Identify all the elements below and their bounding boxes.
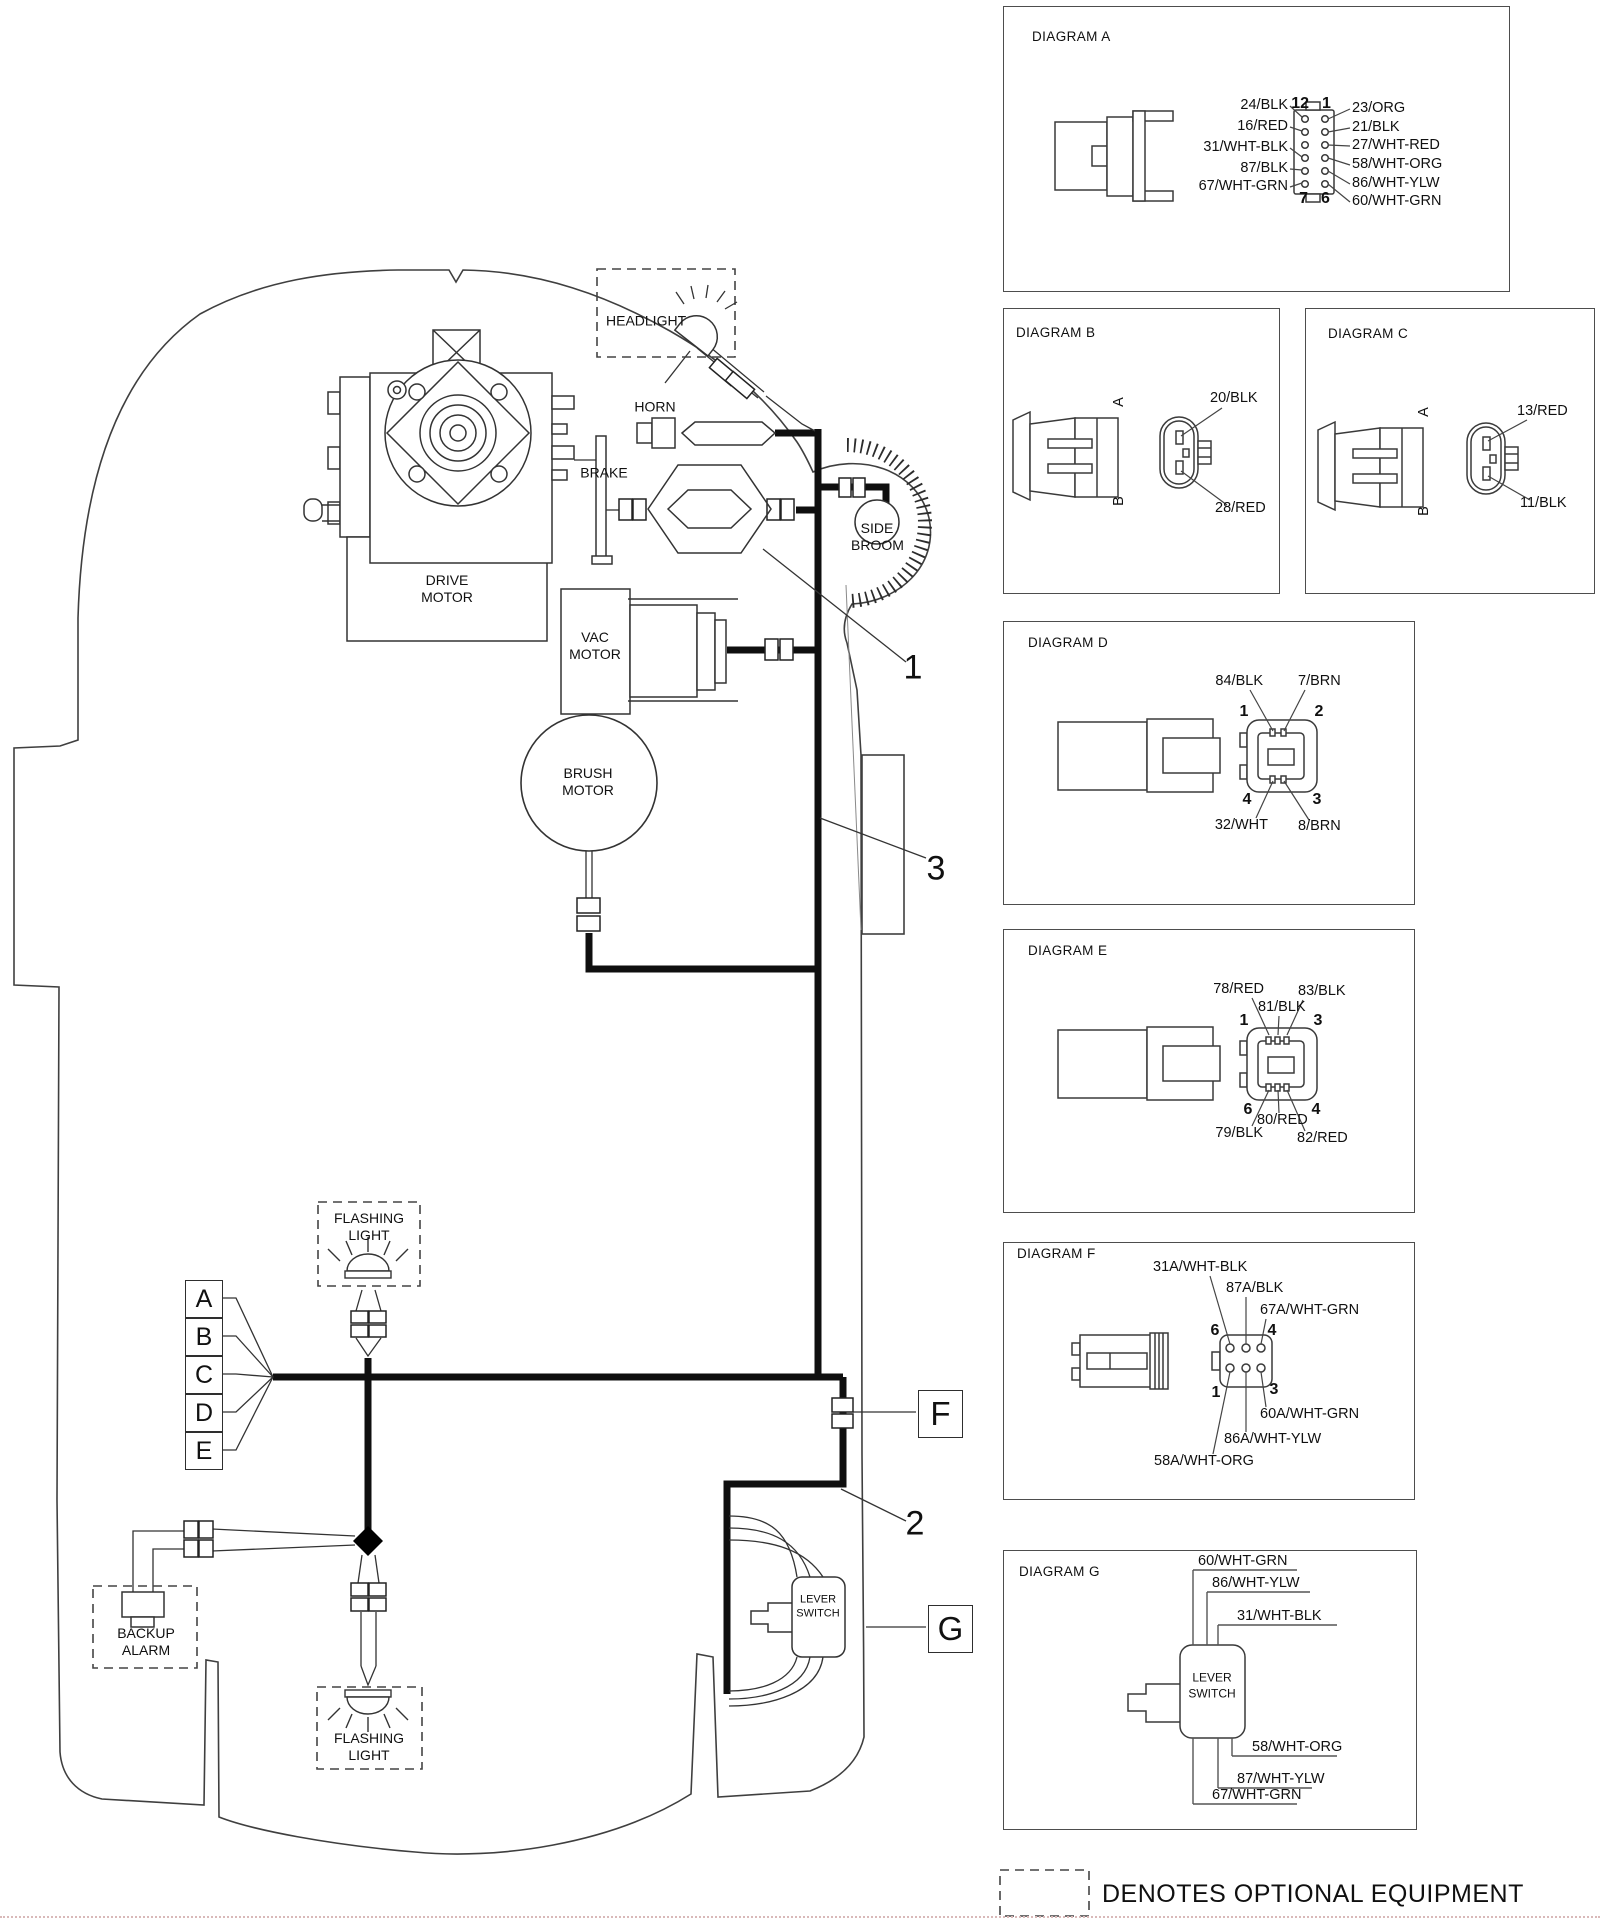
- diagram-a-pin-7: 7: [1299, 190, 1308, 208]
- diagram-g-lever-switch-label: LEVER SWITCH: [1188, 1670, 1236, 1700]
- wire-label-31-wht-blk: 31/WHT-BLK: [1237, 1608, 1322, 1625]
- pin-label-67a-wht-grn: 67A/WHT-GRN: [1260, 1302, 1360, 1319]
- diagram-a-pin-12: 12: [1291, 95, 1309, 113]
- flashing-light-bottom-label: FLASHING LIGHT: [333, 1729, 404, 1763]
- diagram-e-title: DIAGRAM E: [1028, 942, 1108, 958]
- callout-letter-f: F: [930, 1395, 951, 1432]
- callout-letter-d: D: [194, 1398, 214, 1427]
- pin-label-8-brn: 8/BRN: [1298, 818, 1341, 835]
- lever-switch-label: LEVER SWITCH: [796, 1593, 840, 1619]
- diagram-f-pin-1: 1: [1211, 1384, 1221, 1402]
- diagram-e-pin-6: 6: [1243, 1101, 1253, 1119]
- pin-label-23-org: 23/ORG: [1352, 100, 1406, 117]
- callout-box-b: [185, 1318, 223, 1356]
- pin-label-11-blk: 11/BLK: [1520, 495, 1567, 512]
- pin-label-32-wht: 32/WHT: [1214, 817, 1268, 834]
- flashing-light-top-label: FLASHING LIGHT: [333, 1209, 404, 1243]
- pin-label-79-blk: 79/BLK: [1215, 1125, 1263, 1142]
- pin-label-81-blk: 81/BLK: [1258, 999, 1306, 1016]
- diagram-b-pin-b: B: [1111, 496, 1128, 506]
- headlight-label: HEADLIGHT: [606, 312, 687, 329]
- horn-icon: [637, 418, 775, 448]
- diagram-e-panel: [1003, 929, 1415, 1213]
- brake-label: BRAKE: [580, 464, 628, 481]
- flashing-light-bottom-icon: [328, 1690, 408, 1732]
- backup-alarm-label: BACKUP ALARM: [117, 1624, 175, 1658]
- wire-label-60-wht-grn: 60/WHT-GRN: [1198, 1553, 1288, 1570]
- callout-box-g: [928, 1605, 973, 1653]
- diagram-d-title: DIAGRAM D: [1028, 634, 1109, 650]
- pin-label-20-blk: 20/BLK: [1210, 390, 1258, 407]
- pin-label-24-blk: 24/BLK: [1240, 97, 1288, 114]
- brake-harness-icon: [648, 465, 771, 553]
- pin-label-31a-wht-blk: 31A/WHT-BLK: [1153, 1259, 1248, 1276]
- pin-label-87-blk: 87/BLK: [1240, 160, 1288, 177]
- diagram-f-pin-4: 4: [1267, 1322, 1277, 1340]
- harness-number-3: 3: [926, 849, 946, 888]
- vac-motor-label: VAC MOTOR: [569, 628, 621, 662]
- wire-label-87-wht-ylw: 87/WHT-YLW: [1237, 1771, 1325, 1788]
- diagram-f-pin-3: 3: [1269, 1381, 1279, 1399]
- diagram-e-pin-4: 4: [1311, 1101, 1321, 1119]
- page-edge-line: [0, 1916, 1600, 1918]
- pin-label-86a-wht-ylw: 86A/WHT-YLW: [1224, 1431, 1322, 1448]
- diagram-b-panel: [1003, 308, 1280, 594]
- callout-box-c: [185, 1356, 223, 1394]
- pin-label-82-red: 82/RED: [1297, 1130, 1348, 1147]
- wire-label-86-wht-ylw: 86/WHT-YLW: [1212, 1575, 1300, 1592]
- pin-label-27-wht-red: 27/WHT-RED: [1352, 137, 1440, 154]
- pin-label-28-red: 28/RED: [1215, 500, 1266, 517]
- diagram-a-title: DIAGRAM A: [1032, 28, 1111, 44]
- brush-motor-label: BRUSH MOTOR: [562, 764, 614, 798]
- diagram-d-pin-3: 3: [1312, 791, 1322, 809]
- drive-motor-label: DRIVE MOTOR: [421, 571, 473, 605]
- legend-text: DENOTES OPTIONAL EQUIPMENT: [1102, 1879, 1524, 1908]
- pin-label-31-wht-blk: 31/WHT-BLK: [1203, 139, 1288, 156]
- callout-box-d: [185, 1394, 223, 1432]
- pin-label-16-red: 16/RED: [1237, 118, 1288, 135]
- harness-number-1: 1: [903, 648, 923, 687]
- pin-label-83-blk: 83/BLK: [1298, 983, 1346, 1000]
- diagram-d-pin-1: 1: [1239, 703, 1249, 721]
- wire-junction-diamond: [353, 1526, 383, 1556]
- wire-label-58-wht-org: 58/WHT-ORG: [1252, 1739, 1343, 1756]
- callout-box-e: [185, 1432, 223, 1470]
- harness-number-2: 2: [905, 1504, 925, 1543]
- diagram-c-pin-a: A: [1416, 407, 1433, 417]
- diagram-c-panel: [1305, 308, 1595, 594]
- diagram-c-pin-b: B: [1416, 506, 1433, 516]
- pin-label-84-blk: 84/BLK: [1215, 673, 1263, 690]
- diagram-e-pin-1: 1: [1239, 1012, 1249, 1030]
- diagram-c-title: DIAGRAM C: [1328, 325, 1409, 341]
- pin-label-80-red: 80/RED: [1257, 1112, 1308, 1129]
- diagram-a-pin-6: 6: [1321, 190, 1330, 208]
- optional-equipment-boxes: [93, 269, 1089, 1916]
- diagram-f-pin-6: 6: [1210, 1322, 1220, 1340]
- pin-label-13-red: 13/RED: [1517, 403, 1568, 420]
- pin-label-60a-wht-grn: 60A/WHT-GRN: [1260, 1406, 1360, 1423]
- pin-label-7-brn: 7/BRN: [1298, 673, 1341, 690]
- callout-letter-b: B: [195, 1322, 213, 1351]
- diagram-f-title: DIAGRAM F: [1017, 1245, 1096, 1261]
- wire-label-67-wht-grn: 67/WHT-GRN: [1212, 1787, 1302, 1804]
- pin-label-67-wht-grn: 67/WHT-GRN: [1198, 178, 1288, 195]
- pin-label-87a-blk: 87A/BLK: [1226, 1280, 1284, 1297]
- diagram-a-pin-1: 1: [1322, 95, 1331, 113]
- pin-label-60-wht-grn: 60/WHT-GRN: [1352, 193, 1442, 210]
- callout-box-f: [918, 1390, 963, 1438]
- callout-letter-g: G: [937, 1610, 964, 1647]
- diagram-b-pin-a: A: [1111, 397, 1128, 407]
- side-broom-label: SIDE BROOM: [851, 519, 904, 553]
- diagram-e-pin-3: 3: [1313, 1012, 1323, 1030]
- pin-label-21-blk: 21/BLK: [1352, 119, 1400, 136]
- pin-label-86-wht-ylw: 86/WHT-YLW: [1352, 175, 1440, 192]
- pin-label-58-wht-org: 58/WHT-ORG: [1352, 156, 1443, 173]
- callout-letter-e: E: [195, 1436, 213, 1465]
- pin-label-78-red: 78/RED: [1213, 981, 1264, 998]
- diagram-d-panel: [1003, 621, 1415, 905]
- callout-box-a: [185, 1280, 223, 1318]
- pin-label-58a-wht-org: 58A/WHT-ORG: [1154, 1453, 1254, 1470]
- backup-alarm-icon: [122, 1592, 164, 1627]
- diagram-d-pin-4: 4: [1242, 791, 1252, 809]
- callout-letter-a: A: [195, 1284, 213, 1313]
- diagram-g-title: DIAGRAM G: [1019, 1563, 1100, 1579]
- horn-label: HORN: [634, 398, 676, 415]
- diagram-b-title: DIAGRAM B: [1016, 324, 1096, 340]
- diagram-d-pin-2: 2: [1314, 703, 1324, 721]
- callout-letter-c: C: [194, 1360, 214, 1389]
